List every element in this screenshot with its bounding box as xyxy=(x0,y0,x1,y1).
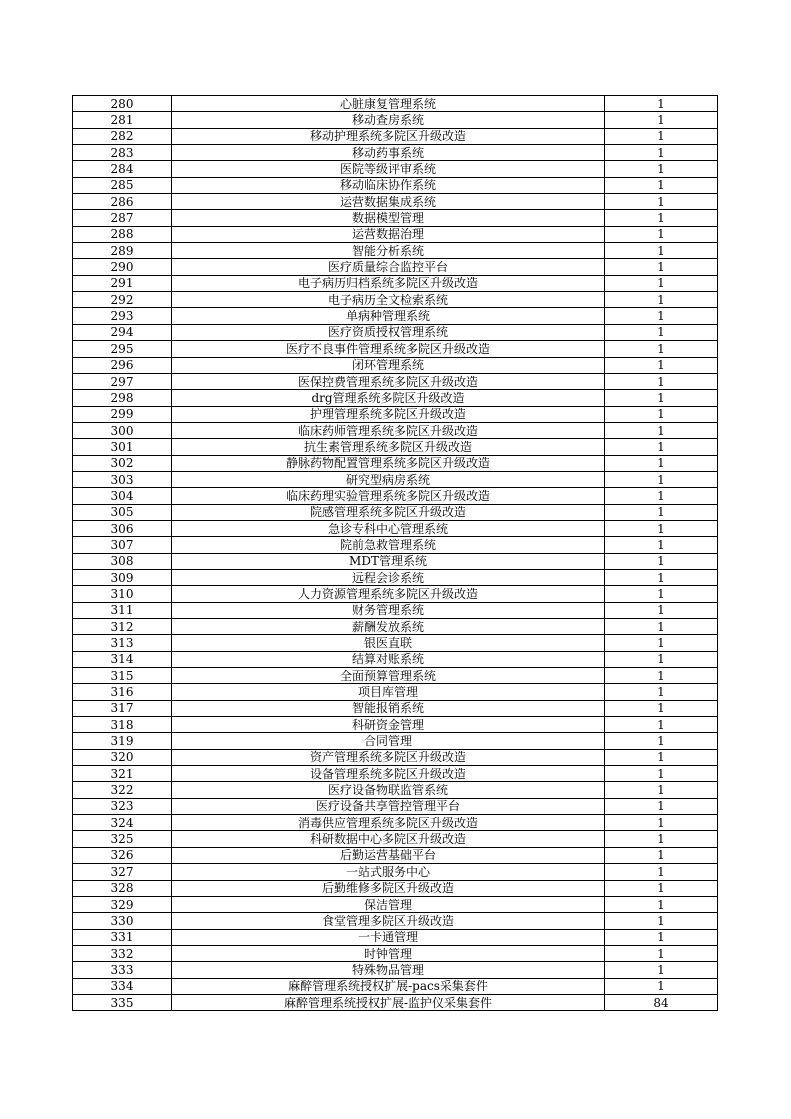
quantity-cell: 1 xyxy=(605,471,718,487)
row-number-cell: 285 xyxy=(73,177,172,193)
table-row xyxy=(73,520,718,536)
quantity-cell: 1 xyxy=(605,815,718,831)
quantity-cell: 1 xyxy=(605,455,718,471)
quantity-cell: 1 xyxy=(605,553,718,569)
item-name-cell: 智能分析系统 xyxy=(172,243,605,259)
table-row xyxy=(73,815,718,831)
item-name-cell: 科研数据中心多院区升级改造 xyxy=(172,831,605,847)
quantity-cell: 1 xyxy=(605,684,718,700)
quantity-cell: 1 xyxy=(605,341,718,357)
table-row xyxy=(73,308,718,324)
item-name-cell: 项目库管理 xyxy=(172,684,605,700)
quantity-cell: 1 xyxy=(605,766,718,782)
quantity-cell: 1 xyxy=(605,831,718,847)
item-name-cell: 临床药师管理系统多院区升级改造 xyxy=(172,422,605,438)
row-number-cell: 287 xyxy=(73,210,172,226)
quantity-cell: 1 xyxy=(605,880,718,896)
table-row xyxy=(73,684,718,700)
row-number-cell: 327 xyxy=(73,864,172,880)
row-number-cell: 305 xyxy=(73,504,172,520)
table-row xyxy=(73,488,718,504)
row-number-cell: 308 xyxy=(73,553,172,569)
item-name-cell: 电子病历归档系统多院区升级改造 xyxy=(172,275,605,291)
table-row xyxy=(73,504,718,520)
quantity-cell: 1 xyxy=(605,733,718,749)
item-name-cell: MDT管理系统 xyxy=(172,553,605,569)
item-name-cell: 护理管理系统多院区升级改造 xyxy=(172,406,605,422)
item-name-cell: 临床药理实验管理系统多院区升级改造 xyxy=(172,488,605,504)
item-table xyxy=(72,95,718,1011)
quantity-cell: 1 xyxy=(605,210,718,226)
table-row xyxy=(73,717,718,733)
row-number-cell: 301 xyxy=(73,439,172,455)
row-number-cell: 321 xyxy=(73,766,172,782)
row-number-cell: 282 xyxy=(73,128,172,144)
item-name-cell: 远程会诊系统 xyxy=(172,569,605,585)
quantity-cell: 1 xyxy=(605,357,718,373)
row-number-cell: 299 xyxy=(73,406,172,422)
row-number-cell: 294 xyxy=(73,324,172,340)
row-number-cell: 286 xyxy=(73,194,172,210)
table-row xyxy=(73,619,718,635)
row-number-cell: 288 xyxy=(73,226,172,242)
quantity-cell: 1 xyxy=(605,390,718,406)
table-row xyxy=(73,292,718,308)
table-row xyxy=(73,782,718,798)
row-number-cell: 335 xyxy=(73,994,172,1010)
table-row xyxy=(73,373,718,389)
item-name-cell: 移动护理系统多院区升级改造 xyxy=(172,128,605,144)
row-number-cell: 331 xyxy=(73,929,172,945)
quantity-cell: 1 xyxy=(605,128,718,144)
quantity-cell: 84 xyxy=(605,994,718,1010)
item-name-cell: 保洁管理 xyxy=(172,896,605,912)
quantity-cell: 1 xyxy=(605,406,718,422)
table-row xyxy=(73,455,718,471)
quantity-cell: 1 xyxy=(605,913,718,929)
table-row xyxy=(73,406,718,422)
item-name-cell: 结算对账系统 xyxy=(172,651,605,667)
row-number-cell: 295 xyxy=(73,341,172,357)
item-name-cell: 院前急救管理系统 xyxy=(172,537,605,553)
row-number-cell: 323 xyxy=(73,798,172,814)
table-row xyxy=(73,226,718,242)
item-name-cell: 单病种管理系统 xyxy=(172,308,605,324)
table-row xyxy=(73,896,718,912)
table-row xyxy=(73,553,718,569)
item-name-cell: 后勤维修多院区升级改造 xyxy=(172,880,605,896)
item-name-cell: 医疗设备物联监管系统 xyxy=(172,782,605,798)
item-name-cell: 运营数据治理 xyxy=(172,226,605,242)
quantity-cell: 1 xyxy=(605,586,718,602)
quantity-cell: 1 xyxy=(605,292,718,308)
table-row xyxy=(73,390,718,406)
quantity-cell: 1 xyxy=(605,226,718,242)
item-name-cell: 医疗资质授权管理系统 xyxy=(172,324,605,340)
table-row xyxy=(73,586,718,602)
quantity-cell: 1 xyxy=(605,161,718,177)
table-row xyxy=(73,439,718,455)
item-name-cell: 麻醉管理系统授权扩展-pacs采集套件 xyxy=(172,978,605,994)
table-row xyxy=(73,733,718,749)
quantity-cell: 1 xyxy=(605,537,718,553)
table-row xyxy=(73,602,718,618)
table-row xyxy=(73,913,718,929)
table-row xyxy=(73,210,718,226)
quantity-cell: 1 xyxy=(605,929,718,945)
item-name-cell: 医疗不良事件管理系统多院区升级改造 xyxy=(172,341,605,357)
table-row xyxy=(73,128,718,144)
item-name-cell: 移动查房系统 xyxy=(172,112,605,128)
row-number-cell: 293 xyxy=(73,308,172,324)
item-name-cell: 医疗质量综合监控平台 xyxy=(172,259,605,275)
row-number-cell: 284 xyxy=(73,161,172,177)
item-table-body xyxy=(73,96,718,1011)
row-number-cell: 330 xyxy=(73,913,172,929)
row-number-cell: 316 xyxy=(73,684,172,700)
item-name-cell: 食堂管理多院区升级改造 xyxy=(172,913,605,929)
row-number-cell: 300 xyxy=(73,422,172,438)
item-name-cell: 数据模型管理 xyxy=(172,210,605,226)
row-number-cell: 326 xyxy=(73,847,172,863)
table-row xyxy=(73,324,718,340)
row-number-cell: 311 xyxy=(73,602,172,618)
row-number-cell: 309 xyxy=(73,569,172,585)
item-name-cell: 全面预算管理系统 xyxy=(172,668,605,684)
item-name-cell: 急诊专科中心管理系统 xyxy=(172,520,605,536)
quantity-cell: 1 xyxy=(605,275,718,291)
row-number-cell: 306 xyxy=(73,520,172,536)
row-number-cell: 281 xyxy=(73,112,172,128)
quantity-cell: 1 xyxy=(605,700,718,716)
table-row xyxy=(73,945,718,961)
table-row xyxy=(73,766,718,782)
item-name-cell: 资产管理系统多院区升级改造 xyxy=(172,749,605,765)
item-name-cell: 时钟管理 xyxy=(172,945,605,961)
item-name-cell: 科研资金管理 xyxy=(172,717,605,733)
table-row xyxy=(73,177,718,193)
quantity-cell: 1 xyxy=(605,373,718,389)
table-row xyxy=(73,194,718,210)
quantity-cell: 1 xyxy=(605,668,718,684)
quantity-cell: 1 xyxy=(605,651,718,667)
quantity-cell: 1 xyxy=(605,145,718,161)
item-name-cell: 一站式服务中心 xyxy=(172,864,605,880)
item-name-cell: 薪酬发放系统 xyxy=(172,619,605,635)
row-number-cell: 298 xyxy=(73,390,172,406)
table-row xyxy=(73,962,718,978)
quantity-cell: 1 xyxy=(605,112,718,128)
quantity-cell: 1 xyxy=(605,259,718,275)
table-row xyxy=(73,259,718,275)
row-number-cell: 296 xyxy=(73,357,172,373)
row-number-cell: 280 xyxy=(73,96,172,112)
table-row xyxy=(73,569,718,585)
row-number-cell: 328 xyxy=(73,880,172,896)
item-name-cell: 医疗设备共享管控管理平台 xyxy=(172,798,605,814)
row-number-cell: 332 xyxy=(73,945,172,961)
row-number-cell: 310 xyxy=(73,586,172,602)
row-number-cell: 319 xyxy=(73,733,172,749)
row-number-cell: 312 xyxy=(73,619,172,635)
row-number-cell: 315 xyxy=(73,668,172,684)
table-row xyxy=(73,929,718,945)
row-number-cell: 325 xyxy=(73,831,172,847)
row-number-cell: 302 xyxy=(73,455,172,471)
item-name-cell: 研究型病房系统 xyxy=(172,471,605,487)
quantity-cell: 1 xyxy=(605,422,718,438)
item-name-cell: 人力资源管理系统多院区升级改造 xyxy=(172,586,605,602)
row-number-cell: 313 xyxy=(73,635,172,651)
item-name-cell: 闭环管理系统 xyxy=(172,357,605,373)
quantity-cell: 1 xyxy=(605,324,718,340)
quantity-cell: 1 xyxy=(605,635,718,651)
item-name-cell: 医保控费管理系统多院区升级改造 xyxy=(172,373,605,389)
row-number-cell: 307 xyxy=(73,537,172,553)
item-name-cell: 特殊物品管理 xyxy=(172,962,605,978)
row-number-cell: 320 xyxy=(73,749,172,765)
table-row xyxy=(73,700,718,716)
row-number-cell: 314 xyxy=(73,651,172,667)
table-row xyxy=(73,145,718,161)
row-number-cell: 303 xyxy=(73,471,172,487)
quantity-cell: 1 xyxy=(605,569,718,585)
row-number-cell: 329 xyxy=(73,896,172,912)
quantity-cell: 1 xyxy=(605,864,718,880)
item-name-cell: 心脏康复管理系统 xyxy=(172,96,605,112)
row-number-cell: 283 xyxy=(73,145,172,161)
row-number-cell: 322 xyxy=(73,782,172,798)
item-name-cell: 麻醉管理系统授权扩展-监护仪采集套件 xyxy=(172,994,605,1010)
quantity-cell: 1 xyxy=(605,504,718,520)
item-name-cell: 运营数据集成系统 xyxy=(172,194,605,210)
quantity-cell: 1 xyxy=(605,177,718,193)
quantity-cell: 1 xyxy=(605,308,718,324)
quantity-cell: 1 xyxy=(605,602,718,618)
item-name-cell: 院感管理系统多院区升级改造 xyxy=(172,504,605,520)
row-number-cell: 292 xyxy=(73,292,172,308)
table-row xyxy=(73,96,718,112)
item-name-cell: 智能报销系统 xyxy=(172,700,605,716)
quantity-cell: 1 xyxy=(605,717,718,733)
row-number-cell: 291 xyxy=(73,275,172,291)
table-row xyxy=(73,847,718,863)
quantity-cell: 1 xyxy=(605,619,718,635)
quantity-cell: 1 xyxy=(605,439,718,455)
table-row xyxy=(73,243,718,259)
table-row xyxy=(73,635,718,651)
row-number-cell: 297 xyxy=(73,373,172,389)
item-name-cell: 设备管理系统多院区升级改造 xyxy=(172,766,605,782)
table-row xyxy=(73,161,718,177)
item-name-cell: 静脉药物配置管理系统多院区升级改造 xyxy=(172,455,605,471)
table-row xyxy=(73,651,718,667)
row-number-cell: 318 xyxy=(73,717,172,733)
table-row xyxy=(73,880,718,896)
quantity-cell: 1 xyxy=(605,962,718,978)
table-row xyxy=(73,798,718,814)
table-row xyxy=(73,112,718,128)
row-number-cell: 333 xyxy=(73,962,172,978)
row-number-cell: 334 xyxy=(73,978,172,994)
quantity-cell: 1 xyxy=(605,847,718,863)
item-name-cell: 银医直联 xyxy=(172,635,605,651)
row-number-cell: 290 xyxy=(73,259,172,275)
row-number-cell: 304 xyxy=(73,488,172,504)
table-row xyxy=(73,749,718,765)
table-row xyxy=(73,978,718,994)
item-name-cell: drg管理系统多院区升级改造 xyxy=(172,390,605,406)
row-number-cell: 317 xyxy=(73,700,172,716)
table-row xyxy=(73,471,718,487)
quantity-cell: 1 xyxy=(605,96,718,112)
table-row xyxy=(73,668,718,684)
item-name-cell: 一卡通管理 xyxy=(172,929,605,945)
quantity-cell: 1 xyxy=(605,243,718,259)
quantity-cell: 1 xyxy=(605,978,718,994)
table-row xyxy=(73,994,718,1010)
item-name-cell: 医院等级评审系统 xyxy=(172,161,605,177)
quantity-cell: 1 xyxy=(605,896,718,912)
table-row xyxy=(73,341,718,357)
quantity-cell: 1 xyxy=(605,520,718,536)
row-number-cell: 324 xyxy=(73,815,172,831)
quantity-cell: 1 xyxy=(605,798,718,814)
quantity-cell: 1 xyxy=(605,488,718,504)
table-row xyxy=(73,422,718,438)
row-number-cell: 289 xyxy=(73,243,172,259)
quantity-cell: 1 xyxy=(605,945,718,961)
item-name-cell: 移动药事系统 xyxy=(172,145,605,161)
item-name-cell: 后勤运营基础平台 xyxy=(172,847,605,863)
quantity-cell: 1 xyxy=(605,749,718,765)
quantity-cell: 1 xyxy=(605,782,718,798)
table-row xyxy=(73,864,718,880)
item-name-cell: 合同管理 xyxy=(172,733,605,749)
item-name-cell: 电子病历全文检索系统 xyxy=(172,292,605,308)
item-name-cell: 财务管理系统 xyxy=(172,602,605,618)
table-row xyxy=(73,275,718,291)
quantity-cell: 1 xyxy=(605,194,718,210)
table-row xyxy=(73,537,718,553)
table-row xyxy=(73,831,718,847)
item-name-cell: 抗生素管理系统多院区升级改造 xyxy=(172,439,605,455)
item-name-cell: 消毒供应管理系统多院区升级改造 xyxy=(172,815,605,831)
table-row xyxy=(73,357,718,373)
item-name-cell: 移动临床协作系统 xyxy=(172,177,605,193)
